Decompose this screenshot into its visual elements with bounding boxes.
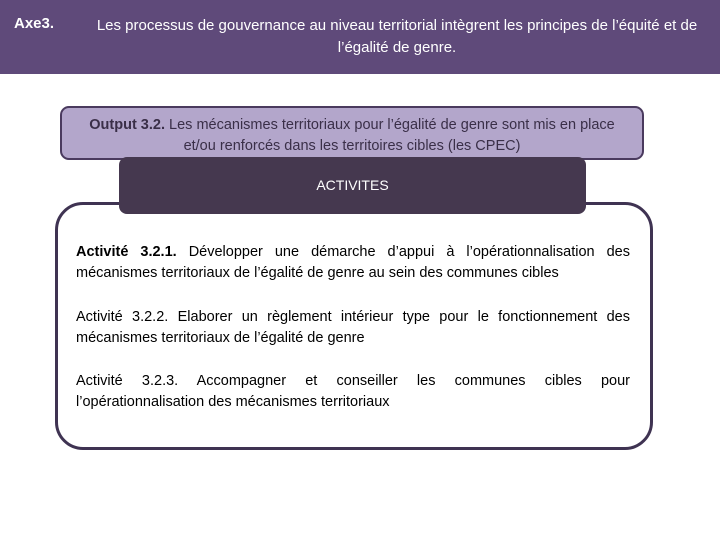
activity-text: Elaborer un règlement intérieur type pour le fonctionnement des mécanismes territoriaux de l’égalité de genre [76,309,630,346]
output-box [60,106,644,160]
output-text: Les mécanismes territoriaux pour l’égalité de genre sont mis en place et/ou renforcés dans les territoires cibles (les CPEC) [169,117,615,154]
activity-item [76,307,630,349]
output-label: Output 3.2. [89,117,165,133]
header-banner [0,0,720,74]
axe-title: Les processus de gouvernance au niveau territorial intègrent les principes de l’équité et de l’égalité de genre. [96,17,698,56]
activity-text: Développer une démarche d’appui à l’opérationnalisation des mécanismes territoriaux de l’égalité de genre au sein des communes cibles [76,244,630,281]
axe-label: Axe3. [14,15,55,32]
activites-title: ACTIVITES [119,157,586,214]
activity-text: Accompagner et conseiller les communes cibles pour l’opérationnalisation des mécanismes territoriaux [76,373,631,410]
activity-item [76,371,630,413]
activity-label: Activité 3.2.1. [76,244,177,260]
activity-item [76,242,630,284]
activity-label: Activité 3.2.2. [76,309,169,325]
activity-label: Activité 3.2.3. [76,373,179,389]
